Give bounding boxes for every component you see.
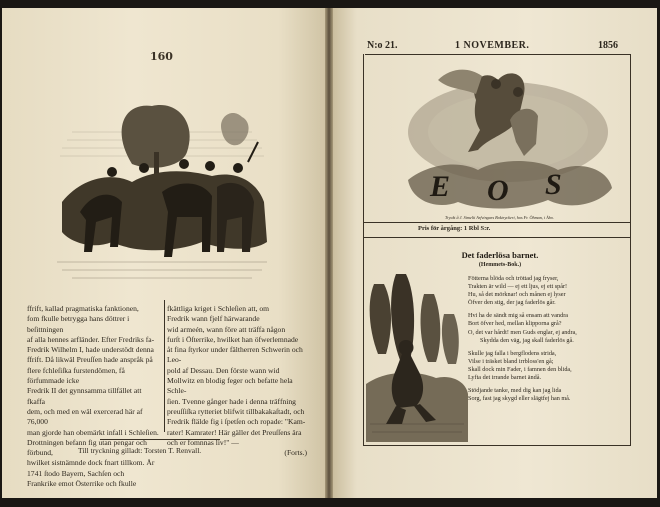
- text-line: af alla hennes arfländer. Efter Fredriks fa-: [27, 334, 155, 344]
- footer-rule: [100, 439, 220, 440]
- text-line: Fredrik flälde fig i ſpetſen och ropade: "Kam-: [167, 417, 306, 427]
- price-rule-bottom: [363, 237, 631, 238]
- poem-title: Det faderlösa barnet.: [461, 250, 539, 260]
- masthead-top-rule: [365, 54, 631, 55]
- text-line: Fredrik wann fjelf härwarande: [167, 314, 260, 324]
- poem-line: Lyfta det irrande barnet ändå.: [468, 374, 542, 382]
- text-line: Mollwitz en blodig feger och befatte hela Schle-: [167, 376, 293, 396]
- text-line: hwilket sistnämnde dock fnart tillkom. År: [27, 458, 155, 468]
- page-border-bottom: [363, 445, 631, 446]
- text-line: dem, och med en wäl exercerad här af 76,000: [27, 406, 143, 427]
- poem-line: Vilse i träsket bland irrbloss'en gå;: [468, 357, 554, 365]
- column-divider: [164, 300, 165, 432]
- text-line: Frankrike emot Österrike och fkulle: [27, 479, 137, 489]
- left-column-1: [27, 304, 160, 489]
- poem-line: Hvi ha de sändt mig så ensam att vandra: [468, 312, 569, 320]
- issue-year: 1856: [598, 40, 618, 51]
- page-border-right: [630, 54, 631, 446]
- left-column-2: [167, 304, 307, 458]
- orphan-child-engraving: [366, 274, 468, 442]
- poem-line: Sorg, fast jag skygd eller slägtfej han må.: [468, 395, 571, 403]
- book-gutter: [325, 8, 333, 498]
- poem-line: Skulle jag falla i bergflodens strida,: [468, 349, 557, 357]
- text-line: ffrift. Då likwäl Preuſſen hade anspråk på: [27, 355, 153, 365]
- text-line: (Forts.): [284, 448, 307, 458]
- poem-line: Bort öfver hed, mellan klipporna grå?: [468, 320, 562, 328]
- text-line: Fredrik II det gynnsamma tillfället att fkaffa: [27, 386, 142, 406]
- text-line: furſt i Öſterrike, hwilket han öfwerlemnade: [167, 334, 299, 344]
- text-line: Drottningen befann fig utan pengar och förbund,: [27, 437, 147, 458]
- poem-line: Skydda den väg, jag skall faderlös gå.: [480, 336, 574, 344]
- issue-date: 1 NOVEMBER.: [455, 40, 530, 51]
- poem-line: Öfver den stig, der jag faderlös går.: [468, 299, 556, 307]
- masthead-letter-o: O: [487, 174, 509, 207]
- masthead-letter-e: E: [430, 170, 451, 203]
- poem-line: Hu, så det mörknar! och månen ej lyser: [468, 291, 566, 299]
- subscription-price: Pris för årgång: 1 Rbl S:r.: [418, 225, 491, 232]
- page-number: 160: [150, 50, 173, 63]
- printer-line: Tryckt å J. Simelii Arfvingars Boktryckeri, hos Fr. Öhman, i Åbo.: [445, 215, 554, 220]
- text-line: ffrift, kallad pragmatiska fanktionen,: [27, 304, 139, 313]
- text-line: fkättliga kriget i Schleſien att, om: [167, 304, 270, 313]
- text-line: pold af Dessau. Den förste wann wid: [167, 365, 280, 375]
- poem-line: Fötterna blöda och tröttad jag fryser,: [468, 275, 559, 282]
- poem-line: Stödjande tanke, med dig kan jag lida: [468, 387, 562, 395]
- text-line: rater! Kamrater! Här gäller det Preuſſens ära: [167, 427, 302, 437]
- text-line: och er fomnnas liv!" —: [167, 437, 239, 447]
- text-line: preuſſiſka rytteriet blifwit tillbakakaſtadt, och: [167, 406, 305, 416]
- cavalry-engraving: [52, 92, 274, 290]
- text-line: flere fchleſiſka furstendömen, få förfummade icke: [27, 365, 125, 386]
- text-line: 1741 ſtodo Bayern, Sachſen och: [27, 468, 125, 478]
- poem-line: O, det var hårdt! men Guds englar, ej andra,: [468, 328, 577, 336]
- page-border-left: [363, 54, 364, 446]
- masthead-letter-s: S: [545, 168, 562, 201]
- poem-line: Trakten är wild — ej ett ljus, ej ett spår!: [468, 283, 568, 291]
- text-line: ſien. Tvenne gånger hade i denna träffning: [167, 396, 296, 406]
- issue-number: N:o 21.: [367, 40, 398, 51]
- text-line: wid armeén, wann före att träffa någon: [167, 324, 286, 334]
- poem-line: Skall dock min Fader, i famnen den blida,: [468, 365, 572, 373]
- poem-subtitle: (Hemmets-Bok.): [478, 262, 522, 268]
- price-rule-top: [363, 222, 631, 223]
- text-line: fom fkulle betrygga hans döttrer i beſittningen: [27, 314, 130, 334]
- text-line: åt fina ſtyrkor under fältherren Schwerin och Leo-: [167, 345, 303, 365]
- text-line: Fredrik Wilhelm I, hade understödt denna: [27, 345, 154, 355]
- text-line: man gjorde han obemärkt infall i Schleſien.: [27, 427, 159, 437]
- censor-footer: Till tryckning gilladt: Torsten T. Renvall.: [78, 446, 202, 455]
- poem-stanzas: [468, 275, 577, 403]
